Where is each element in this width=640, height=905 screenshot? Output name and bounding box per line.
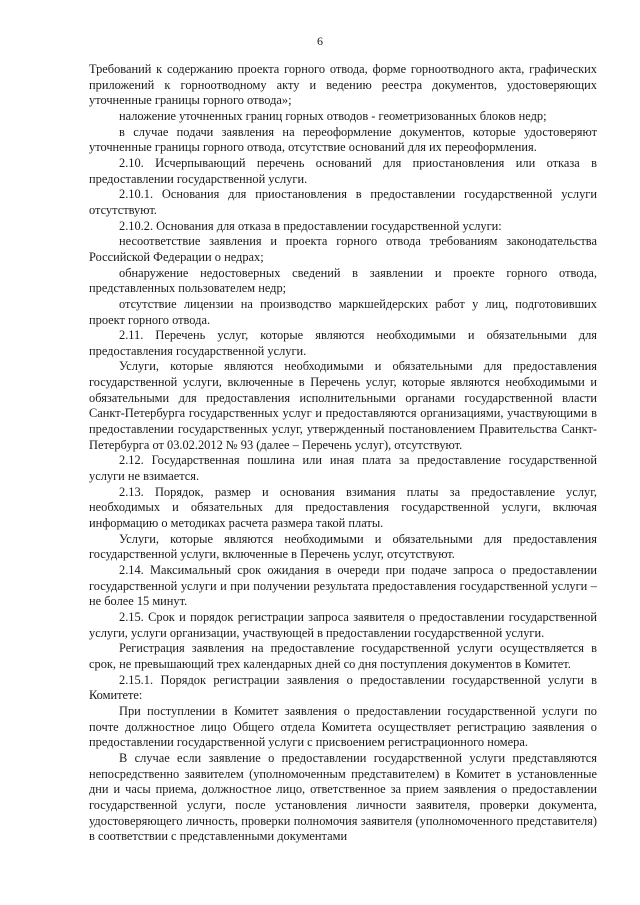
page-number: 6 (317, 34, 323, 48)
paragraph: В случае если заявление о предоставлении государственной услуги представляются непосредственно заявителем (уполномоченным представителем) в Комитет в установленные дни и часы приема, должностное лицо, ответственное за прием заявления о предоставлении государственной услуги, после установления личности заявителя, проверки документа, удостоверяющего личность, проверки полномочия заявителя (уполномоченного представителя) в соответствии с представленными документами (89, 750, 597, 844)
paragraph: Услуги, которые являются необходимыми и обязательными для предоставления государственной услуги, включенные в Перечень услуг, отсутствуют. (89, 531, 597, 562)
document-body (89, 62, 597, 845)
paragraph: 2.11. Перечень услуг, которые являются необходимыми и обязательными для предоставления государственной услуги. (89, 328, 597, 358)
paragraph: наложение уточненных границ горных отводов - геометризованных блоков недр; (119, 108, 547, 123)
paragraph: 2.15. Срок и порядок регистрации запроса заявителя о предоставлении государственной услуги, услуги организации, участвующей в предоставлении государственной услуги. (89, 609, 597, 640)
paragraph: 2.10.1. Основания для приостановления в предоставлении государственной услуги отсутствуют. (89, 187, 597, 217)
paragraph: 2.14. Максимальный срок ожидания в очереди при подаче запроса о предоставлении государственной услуги и при получении результата предоставления государственной услуги – не более 15 минут. (89, 563, 597, 609)
paragraph: 2.10.2. Основания для отказа в предоставлении государственной услуги: (119, 218, 502, 233)
paragraph: в случае подачи заявления на переоформление документов, которые удостоверяют уточненные границы горного отвода, отсутствие оснований для их переоформления. (89, 124, 597, 155)
paragraph: При поступлении в Комитет заявления о предоставлении государственной услуги по почте должностное лицо Общего отдела Комитета осуществляет регистрацию заявления о предоставлении государственной услуги с присвоением регистрационного номера. (89, 703, 597, 750)
paragraph: Услуги, которые являются необходимыми и обязательными для предоставления государственной услуги, включенные в Перечень услуг, которые являются необходимыми и обязательными для предоставления исполнительными органами государственной власти Санкт-Петербурга государственных услуг и предоставляются организациями, участвующими в предоставлении государственных услуг, утвержденный постановлением Правительства Санкт-Петербурга от 03.02.2012 № 93 (далее – Перечень услуг), отсутствуют. (89, 359, 597, 452)
paragraph: Регистрация заявления на предоставление государственной услуги осуществляется в срок, не превышающий трех календарных дней со дня поступления документов в Комитет. (89, 641, 597, 671)
paragraph: 2.12. Государственная пошлина или иная плата за предоставление государственной услуги не взимается. (89, 453, 597, 484)
paragraph: 2.13. Порядок, размер и основания взимания платы за предоставление услуг, необходимых и обязательных для предоставления государственной услуги, включая информацию о методиках расчета размера такой платы. (89, 484, 597, 531)
paragraph: 2.10. Исчерпывающий перечень оснований для приостановления или отказа в предоставлении государственной услуги. (89, 155, 597, 186)
paragraph: Требований к содержанию проекта горного отвода, форме горноотводного акта, графических приложений к горноотводному акту и ведению реестра документов, удостоверяющих уточненные границы горного отвода»; (89, 62, 597, 108)
paragraph: обнаружение недостоверных сведений в заявлении и проекте горного отвода, представленных пользователем недр; (89, 265, 597, 296)
paragraph: 2.15.1. Порядок регистрации заявления о предоставлении государственной услуги в Комитете: (89, 672, 597, 703)
paragraph: несоответствие заявления и проекта горного отвода требованиям законодательства Российской Федерации о недрах; (89, 234, 597, 264)
paragraph: отсутствие лицензии на производство маркшейдерских работ у лиц, подготовивших проект горного отвода. (89, 296, 597, 327)
